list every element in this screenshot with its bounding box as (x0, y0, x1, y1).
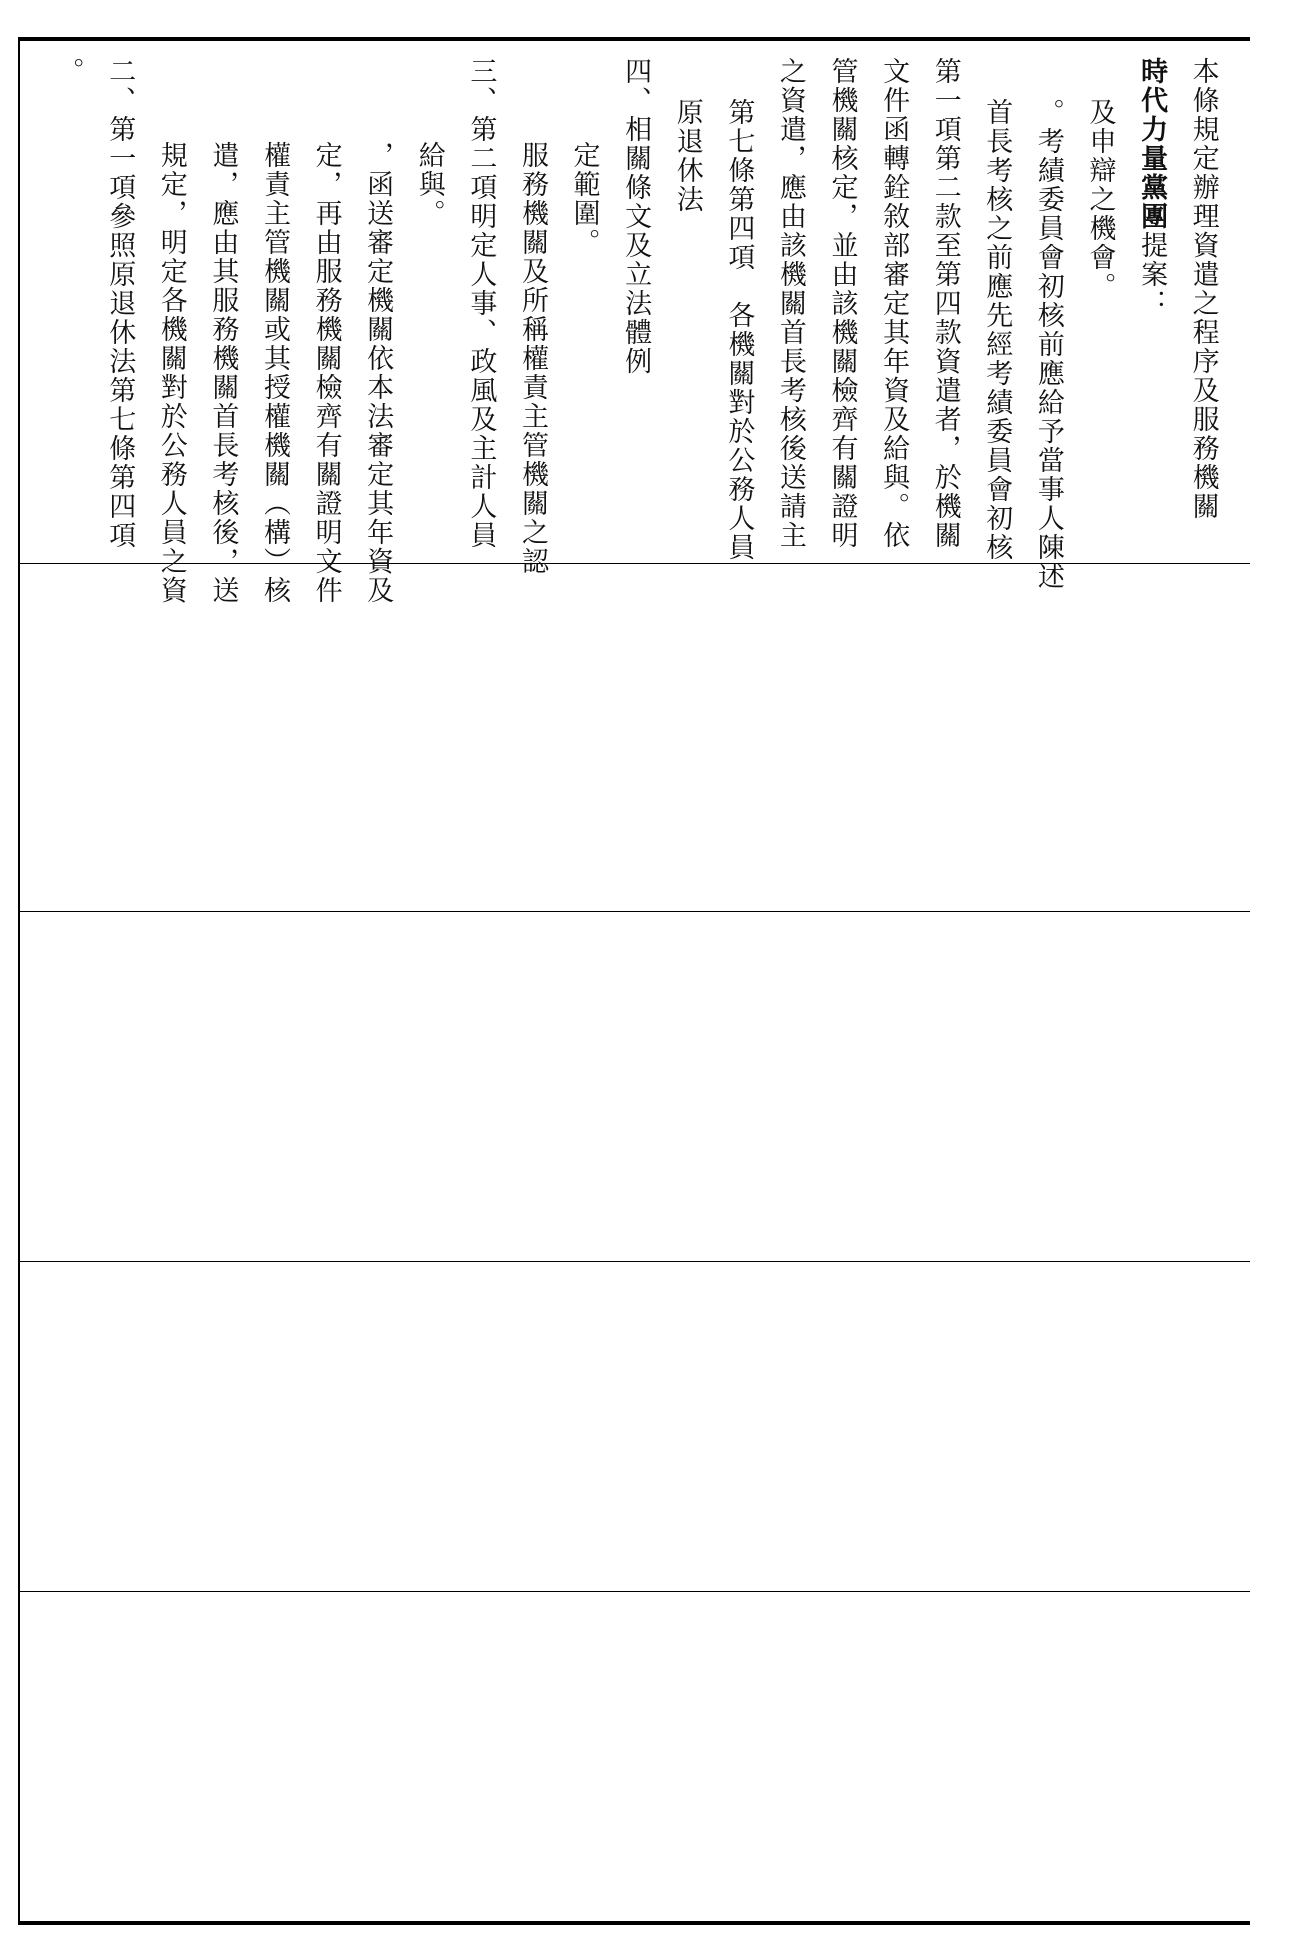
text-column: 首長考核之前應先經考績委員會初核 (981, 97, 1013, 562)
text-column: 權責主管機關或其授權機關（構）核 (258, 140, 290, 605)
text-fragment: 提案： (1136, 231, 1168, 318)
text-column: 及申辯之機會。 (1084, 97, 1116, 301)
text-column: 。考績委員會初核前應給予當事人陳述 (1032, 97, 1064, 591)
table-row (20, 41, 1250, 605)
text-column: 本條規定辦理資遣之程序及服務機關 (1187, 57, 1219, 521)
vertical-text-block (42, 57, 1242, 605)
text-column: 給與。 (413, 140, 445, 228)
text-column (1125, 57, 1177, 552)
text-column: 第一項第二款至第四款資遣者，於機關 (929, 57, 961, 550)
text-column: ，函送審定機關依本法審定其年資及 (362, 140, 394, 605)
party-caucus-name: 時代力量黨團 (1136, 57, 1168, 231)
text-column: 管機關核定，並由該機關檢齊有關證明 (826, 57, 858, 550)
text-column: 之資遣，應由該機關首長考核後送請主 (774, 57, 806, 550)
text-column: 定範圍。 (568, 140, 600, 257)
text-column: 定，再由服務機關檢齊有關證明文件 (310, 140, 342, 605)
text-column: 原退休法 (671, 97, 703, 214)
text-column: 第七條第四項 各機關對於公務人員 (723, 97, 755, 562)
text-column: 四、相關條文及立法體例 (620, 57, 652, 376)
text-column: 三、第二項明定人事、政風及主計人員 (465, 57, 497, 550)
text-column: 文件函轉銓敘部審定其年資及給與。依 (878, 57, 910, 550)
table-row (20, 1592, 1250, 1925)
text-column: 。 (52, 57, 84, 86)
text-column: 規定，明定各機關對於公務人員之資 (155, 140, 187, 605)
text-column: 服務機關及所稱權責主管機關之認 (516, 140, 548, 576)
table-row (20, 912, 1250, 1262)
document-table (18, 37, 1250, 1925)
table-row (20, 564, 1250, 912)
text-column: 二、第一項參照原退休法第七條第四項 (104, 57, 136, 550)
table-row (20, 1262, 1250, 1592)
text-column: 遣，應由其服務機關首長考核後，送 (207, 140, 239, 605)
